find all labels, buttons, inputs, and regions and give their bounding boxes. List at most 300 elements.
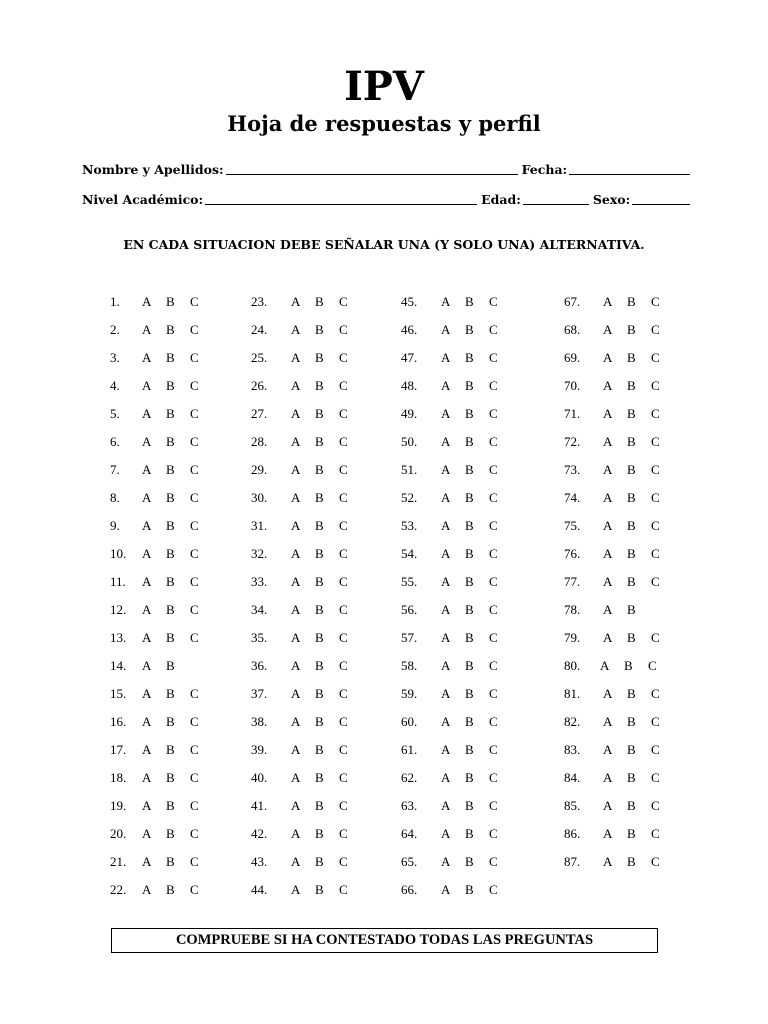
answer-option-c[interactable]: C	[489, 882, 498, 897]
answer-option-b[interactable]: B	[166, 714, 175, 729]
answer-option-b[interactable]: B	[465, 406, 474, 421]
answer-option-c[interactable]: C	[489, 770, 498, 785]
answer-option-c[interactable]: C	[489, 826, 498, 841]
answer-option-b[interactable]: B	[627, 854, 636, 869]
answer-option-a[interactable]: A	[291, 854, 301, 869]
answer-option-c[interactable]: C	[339, 854, 348, 869]
answer-option-c[interactable]: C	[489, 854, 498, 869]
answer-option-a[interactable]: A	[142, 826, 152, 841]
answer-option-a[interactable]: A	[291, 658, 301, 673]
answer-option-b[interactable]: B	[315, 350, 324, 365]
answer-option-a[interactable]: A	[291, 686, 301, 701]
answer-option-b[interactable]: B	[166, 350, 175, 365]
answer-option-b[interactable]: B	[315, 854, 324, 869]
answer-option-c[interactable]: C	[651, 434, 660, 449]
answer-option-c[interactable]: C	[339, 826, 348, 841]
answer-option-b[interactable]: B	[315, 770, 324, 785]
answer-option-b[interactable]: B	[166, 602, 175, 617]
answer-option-c[interactable]: C	[651, 630, 660, 645]
answer-option-a[interactable]: A	[142, 714, 152, 729]
question-item	[110, 488, 214, 508]
answer-option-c[interactable]: C	[489, 294, 498, 309]
answer-option-a[interactable]: A	[142, 770, 152, 785]
answer-option-b[interactable]: B	[627, 798, 636, 813]
answer-option-a[interactable]: A	[441, 378, 451, 393]
answer-option-c[interactable]: C	[489, 350, 498, 365]
answer-option-a[interactable]: A	[441, 322, 451, 337]
answer-option-c[interactable]: C	[648, 658, 657, 673]
answer-option-a[interactable]: A	[603, 518, 613, 533]
sex-field[interactable]	[632, 193, 690, 205]
question-item	[110, 628, 214, 648]
question-number: 27.	[251, 406, 268, 421]
answer-option-c[interactable]: C	[190, 630, 199, 645]
question-item	[251, 600, 363, 620]
answer-option-c[interactable]: C	[339, 406, 348, 421]
answer-option-b[interactable]: B	[465, 602, 474, 617]
answer-option-a[interactable]: A	[441, 574, 451, 589]
answer-option-c[interactable]: C	[651, 686, 660, 701]
answer-option-a[interactable]: A	[441, 714, 451, 729]
answer-option-b[interactable]: B	[315, 574, 324, 589]
answer-option-b[interactable]: B	[465, 770, 474, 785]
answer-option-c[interactable]: C	[190, 826, 199, 841]
answer-option-c[interactable]: C	[489, 630, 498, 645]
answer-option-c[interactable]: C	[651, 546, 660, 561]
answer-option-a[interactable]: A	[291, 406, 301, 421]
question-item	[564, 740, 675, 760]
answer-option-a[interactable]: A	[441, 854, 451, 869]
answer-option-a[interactable]: A	[142, 658, 152, 673]
question-item	[110, 572, 214, 592]
question-number: 1.	[110, 294, 120, 309]
answer-option-b[interactable]: B	[166, 518, 175, 533]
answer-option-b[interactable]: B	[315, 294, 324, 309]
answer-option-c[interactable]: C	[651, 350, 660, 365]
answer-option-a[interactable]: A	[142, 630, 152, 645]
answer-option-b[interactable]: B	[627, 434, 636, 449]
answer-option-b[interactable]: B	[465, 546, 474, 561]
answer-option-a[interactable]: A	[291, 602, 301, 617]
answer-option-a[interactable]: A	[441, 406, 451, 421]
answer-option-b[interactable]: B	[465, 742, 474, 757]
answer-option-a[interactable]: A	[291, 378, 301, 393]
answer-option-b[interactable]: B	[627, 574, 636, 589]
name-date-row	[82, 162, 690, 178]
answer-option-c[interactable]: C	[489, 658, 498, 673]
name-field[interactable]	[226, 163, 518, 175]
answer-option-c[interactable]: C	[339, 882, 348, 897]
answer-option-c[interactable]: C	[651, 770, 660, 785]
answer-option-b[interactable]: B	[166, 462, 175, 477]
question-number: 11.	[110, 574, 126, 589]
answer-option-a[interactable]: A	[142, 882, 152, 897]
answer-option-a[interactable]: A	[603, 462, 613, 477]
question-item	[110, 824, 214, 844]
answer-option-a[interactable]: A	[142, 378, 152, 393]
answer-option-a[interactable]: A	[291, 714, 301, 729]
answer-option-c[interactable]: C	[651, 462, 660, 477]
answer-option-a[interactable]: A	[142, 490, 152, 505]
answer-option-a[interactable]: A	[291, 770, 301, 785]
answer-option-b[interactable]: B	[166, 574, 175, 589]
answer-option-c[interactable]: C	[339, 518, 348, 533]
answer-option-c[interactable]: C	[651, 294, 660, 309]
question-number: 54.	[401, 546, 418, 561]
answer-option-c[interactable]: C	[489, 742, 498, 757]
answer-option-c[interactable]: C	[651, 406, 660, 421]
answer-option-c[interactable]: C	[339, 490, 348, 505]
question-item	[564, 432, 675, 452]
answer-option-a[interactable]: A	[142, 406, 152, 421]
answer-option-a[interactable]: A	[291, 350, 301, 365]
answer-option-a[interactable]: A	[441, 602, 451, 617]
answer-option-b[interactable]: B	[627, 630, 636, 645]
answer-option-a[interactable]: A	[291, 322, 301, 337]
answer-option-c[interactable]: C	[651, 798, 660, 813]
answer-option-c[interactable]: C	[190, 574, 199, 589]
answer-option-b[interactable]: B	[627, 770, 636, 785]
answer-option-a[interactable]: A	[291, 434, 301, 449]
answer-option-a[interactable]: A	[441, 658, 451, 673]
question-item	[564, 628, 675, 648]
question-number: 69.	[564, 350, 581, 365]
answer-option-b[interactable]: B	[166, 406, 175, 421]
question-item	[401, 460, 513, 480]
answer-option-a[interactable]: A	[603, 686, 613, 701]
answer-option-c[interactable]: C	[339, 462, 348, 477]
answer-option-b[interactable]: B	[627, 686, 636, 701]
answer-option-c[interactable]: C	[190, 462, 199, 477]
answer-option-a[interactable]: A	[441, 518, 451, 533]
age-field[interactable]	[523, 193, 589, 205]
answer-option-a[interactable]: A	[441, 350, 451, 365]
answer-option-a[interactable]: A	[603, 630, 613, 645]
answer-option-c[interactable]: C	[339, 294, 348, 309]
answer-option-c[interactable]: C	[489, 518, 498, 533]
answer-option-c[interactable]: C	[190, 378, 199, 393]
answer-option-a[interactable]: A	[603, 378, 613, 393]
answer-option-b[interactable]: B	[627, 322, 636, 337]
answer-option-b[interactable]: B	[465, 294, 474, 309]
answer-option-c[interactable]: C	[190, 546, 199, 561]
answer-option-b[interactable]: B	[166, 854, 175, 869]
answer-option-b[interactable]: B	[465, 462, 474, 477]
answer-option-a[interactable]: A	[603, 742, 613, 757]
answer-option-c[interactable]: C	[339, 574, 348, 589]
answer-option-c[interactable]: C	[190, 798, 199, 813]
answer-option-a[interactable]: A	[603, 854, 613, 869]
answer-option-b[interactable]: B	[627, 350, 636, 365]
answer-option-b[interactable]: B	[627, 714, 636, 729]
date-field[interactable]	[569, 163, 690, 175]
answer-option-a[interactable]: A	[603, 826, 613, 841]
answer-option-c[interactable]: C	[190, 854, 199, 869]
answer-option-a[interactable]: A	[603, 490, 613, 505]
answer-option-a[interactable]: A	[291, 882, 301, 897]
answer-option-c[interactable]: C	[489, 462, 498, 477]
answer-option-c[interactable]: C	[190, 602, 199, 617]
answer-option-c[interactable]: C	[339, 742, 348, 757]
answer-option-c[interactable]: C	[339, 378, 348, 393]
answer-option-c[interactable]: C	[339, 602, 348, 617]
answer-option-b[interactable]: B	[166, 882, 175, 897]
answer-option-c[interactable]: C	[190, 714, 199, 729]
answer-option-b[interactable]: B	[465, 630, 474, 645]
answer-option-b[interactable]: B	[315, 546, 324, 561]
answer-option-a[interactable]: A	[142, 854, 152, 869]
question-number: 53.	[401, 518, 418, 533]
question-number: 6.	[110, 434, 120, 449]
answer-option-a[interactable]: A	[441, 826, 451, 841]
answer-option-b[interactable]: B	[315, 378, 324, 393]
answer-option-a[interactable]: A	[441, 434, 451, 449]
answer-option-a[interactable]: A	[441, 490, 451, 505]
answer-option-b[interactable]: B	[166, 826, 175, 841]
answer-option-c[interactable]: C	[339, 686, 348, 701]
answer-option-a[interactable]: A	[603, 714, 613, 729]
answer-option-a[interactable]: A	[142, 322, 152, 337]
answer-option-a[interactable]: A	[142, 546, 152, 561]
answer-option-a[interactable]: A	[603, 574, 613, 589]
answer-option-b[interactable]: B	[166, 658, 175, 673]
question-number: 45.	[401, 294, 418, 309]
answer-option-b[interactable]: B	[627, 294, 636, 309]
answer-option-a[interactable]: A	[142, 462, 152, 477]
answer-option-a[interactable]: A	[603, 434, 613, 449]
question-item	[251, 404, 363, 424]
answer-option-a[interactable]: A	[142, 574, 152, 589]
answer-option-b[interactable]: B	[627, 406, 636, 421]
answer-option-b[interactable]: B	[166, 434, 175, 449]
answer-option-b[interactable]: B	[315, 602, 324, 617]
answer-option-b[interactable]: B	[166, 322, 175, 337]
answer-option-b[interactable]: B	[465, 518, 474, 533]
question-item	[110, 852, 214, 872]
answer-option-b[interactable]: B	[465, 658, 474, 673]
answer-option-c[interactable]: C	[489, 574, 498, 589]
answer-option-b[interactable]: B	[465, 686, 474, 701]
answer-option-a[interactable]: A	[142, 686, 152, 701]
answer-option-a[interactable]: A	[441, 294, 451, 309]
answer-option-a[interactable]: A	[142, 602, 152, 617]
answer-option-b[interactable]: B	[166, 630, 175, 645]
answer-option-c[interactable]: C	[489, 546, 498, 561]
answer-option-b[interactable]: B	[627, 462, 636, 477]
answer-option-a[interactable]: A	[142, 350, 152, 365]
answer-option-b[interactable]: B	[465, 826, 474, 841]
answer-option-c[interactable]: C	[651, 742, 660, 757]
answer-option-c[interactable]: C	[190, 350, 199, 365]
answer-option-a[interactable]: A	[142, 434, 152, 449]
answer-option-c[interactable]: C	[489, 602, 498, 617]
answer-option-c[interactable]: C	[489, 378, 498, 393]
answer-option-b[interactable]: B	[315, 798, 324, 813]
answer-option-a[interactable]: A	[603, 602, 613, 617]
answer-option-a[interactable]: A	[603, 322, 613, 337]
answer-option-b[interactable]: B	[627, 518, 636, 533]
answer-option-a[interactable]: A	[603, 798, 613, 813]
answer-option-b[interactable]: B	[166, 378, 175, 393]
question-number: 59.	[401, 686, 418, 701]
answer-option-c[interactable]: C	[651, 826, 660, 841]
answer-option-c[interactable]: C	[190, 686, 199, 701]
answer-option-b[interactable]: B	[627, 378, 636, 393]
answer-option-b[interactable]: B	[315, 826, 324, 841]
answer-option-b[interactable]: B	[315, 742, 324, 757]
answer-option-a[interactable]: A	[441, 462, 451, 477]
answer-option-a[interactable]: A	[291, 826, 301, 841]
answer-option-b[interactable]: B	[166, 742, 175, 757]
answer-option-c[interactable]: C	[339, 658, 348, 673]
answer-option-a[interactable]: A	[291, 462, 301, 477]
answer-option-a[interactable]: A	[142, 742, 152, 757]
question-item	[401, 712, 513, 732]
question-item	[564, 600, 675, 620]
answer-option-b[interactable]: B	[315, 434, 324, 449]
question-item	[401, 824, 513, 844]
answer-option-a[interactable]: A	[603, 406, 613, 421]
answer-option-a[interactable]: A	[603, 770, 613, 785]
answer-option-c[interactable]: C	[190, 294, 199, 309]
answer-option-c[interactable]: C	[190, 322, 199, 337]
answer-option-b[interactable]: B	[465, 350, 474, 365]
answer-option-b[interactable]: B	[627, 602, 636, 617]
answer-option-b[interactable]: B	[465, 490, 474, 505]
answer-option-b[interactable]: B	[465, 574, 474, 589]
answer-option-b[interactable]: B	[315, 882, 324, 897]
answer-option-c[interactable]: C	[651, 322, 660, 337]
answer-option-a[interactable]: A	[291, 294, 301, 309]
answer-option-c[interactable]: C	[489, 714, 498, 729]
question-number: 81.	[564, 686, 581, 701]
answer-option-a[interactable]: A	[603, 546, 613, 561]
answer-option-c[interactable]: C	[190, 518, 199, 533]
answer-option-b[interactable]: B	[166, 546, 175, 561]
answer-option-c[interactable]: C	[339, 434, 348, 449]
answer-option-c[interactable]: C	[339, 770, 348, 785]
answer-option-c[interactable]: C	[651, 518, 660, 533]
answer-option-a[interactable]: A	[142, 798, 152, 813]
answer-option-a[interactable]: A	[600, 658, 610, 673]
answer-option-a[interactable]: A	[441, 742, 451, 757]
answer-option-a[interactable]: A	[441, 882, 451, 897]
answer-option-a[interactable]: A	[603, 350, 613, 365]
answer-option-c[interactable]: C	[651, 490, 660, 505]
answer-option-b[interactable]: B	[465, 714, 474, 729]
answer-option-a[interactable]: A	[291, 630, 301, 645]
question-number: 58.	[401, 658, 418, 673]
question-item	[401, 740, 513, 760]
answer-option-c[interactable]: C	[489, 322, 498, 337]
answer-option-b[interactable]: B	[315, 686, 324, 701]
answer-option-c[interactable]: C	[190, 770, 199, 785]
answer-option-a[interactable]: A	[441, 686, 451, 701]
answer-option-c[interactable]: C	[489, 434, 498, 449]
answer-option-c[interactable]: C	[339, 322, 348, 337]
answer-option-b[interactable]: B	[627, 546, 636, 561]
answer-option-c[interactable]: C	[190, 742, 199, 757]
answer-option-b[interactable]: B	[166, 770, 175, 785]
answer-option-a[interactable]: A	[441, 546, 451, 561]
answer-option-b[interactable]: B	[465, 378, 474, 393]
answer-option-c[interactable]: C	[190, 882, 199, 897]
answer-option-c[interactable]: C	[651, 574, 660, 589]
answer-option-b[interactable]: B	[624, 658, 633, 673]
answer-option-b[interactable]: B	[315, 714, 324, 729]
answer-option-b[interactable]: B	[315, 490, 324, 505]
question-number: 15.	[110, 686, 127, 701]
answer-option-a[interactable]: A	[291, 742, 301, 757]
question-item	[110, 740, 214, 760]
answer-option-b[interactable]: B	[465, 322, 474, 337]
question-item	[251, 768, 363, 788]
answer-option-c[interactable]: C	[339, 798, 348, 813]
answer-option-b[interactable]: B	[465, 434, 474, 449]
answer-option-b[interactable]: B	[166, 490, 175, 505]
answer-option-c[interactable]: C	[339, 714, 348, 729]
answer-option-c[interactable]: C	[489, 798, 498, 813]
answer-option-a[interactable]: A	[291, 574, 301, 589]
answer-option-c[interactable]: C	[489, 686, 498, 701]
answer-option-b[interactable]: B	[315, 322, 324, 337]
answer-option-a[interactable]: A	[441, 630, 451, 645]
answer-option-b[interactable]: B	[627, 826, 636, 841]
answer-option-b[interactable]: B	[315, 406, 324, 421]
answer-option-a[interactable]: A	[291, 490, 301, 505]
answer-option-b[interactable]: B	[627, 742, 636, 757]
question-item	[401, 320, 513, 340]
question-item	[251, 432, 363, 452]
answer-option-b[interactable]: B	[315, 518, 324, 533]
answer-option-a[interactable]: A	[142, 294, 152, 309]
answer-option-c[interactable]: C	[190, 490, 199, 505]
question-number: 8.	[110, 490, 120, 505]
level-field[interactable]	[205, 193, 477, 205]
answer-option-c[interactable]: C	[339, 546, 348, 561]
answer-option-b[interactable]: B	[465, 854, 474, 869]
answer-option-a[interactable]: A	[291, 546, 301, 561]
answer-option-a[interactable]: A	[291, 798, 301, 813]
question-number: 74.	[564, 490, 581, 505]
answer-option-c[interactable]: C	[190, 434, 199, 449]
answer-option-b[interactable]: B	[465, 798, 474, 813]
answer-option-c[interactable]: C	[651, 854, 660, 869]
answer-option-c[interactable]: C	[651, 714, 660, 729]
answer-option-a[interactable]: A	[291, 518, 301, 533]
answer-option-c[interactable]: C	[190, 406, 199, 421]
answer-option-a[interactable]: A	[142, 518, 152, 533]
answer-option-b[interactable]: B	[315, 630, 324, 645]
answer-option-b[interactable]: B	[627, 490, 636, 505]
answer-option-b[interactable]: B	[166, 686, 175, 701]
answer-option-a[interactable]: A	[441, 770, 451, 785]
answer-option-b[interactable]: B	[465, 882, 474, 897]
question-item	[401, 376, 513, 396]
answer-option-c[interactable]: C	[339, 630, 348, 645]
question-item	[401, 516, 513, 536]
answer-option-c[interactable]: C	[339, 350, 348, 365]
answer-option-a[interactable]: A	[441, 798, 451, 813]
answer-option-a[interactable]: A	[603, 294, 613, 309]
answer-option-b[interactable]: B	[166, 294, 175, 309]
answer-option-b[interactable]: B	[315, 462, 324, 477]
answer-option-b[interactable]: B	[166, 798, 175, 813]
answer-option-c[interactable]: C	[489, 406, 498, 421]
answer-option-c[interactable]: C	[489, 490, 498, 505]
answer-option-c[interactable]: C	[651, 378, 660, 393]
answer-option-b[interactable]: B	[315, 658, 324, 673]
